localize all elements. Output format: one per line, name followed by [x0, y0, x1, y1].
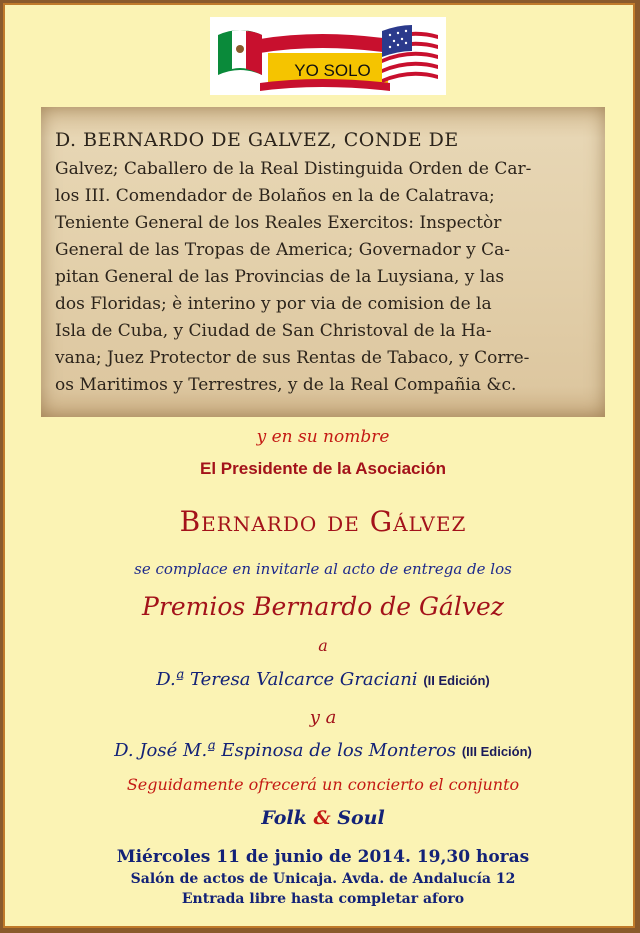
usa-flag-icon: [382, 24, 438, 83]
recipient-2-edition: (III Edición): [461, 744, 532, 759]
president-text: El Presidente de la Asociación: [200, 459, 446, 478]
concert-text: Seguidamente ofrecerá un concierto el conjunto: [126, 775, 520, 794]
event-venue: Salón de actos de Unicaja. Avda. de Andalucía 12: [130, 871, 516, 887]
band-name: [5, 807, 640, 829]
historical-document: [41, 107, 605, 417]
in-his-name-text: y en su nombre: [256, 427, 390, 447]
yo-solo-logo: [210, 17, 446, 95]
awards-title: Premios Bernardo de Gálvez: [142, 592, 504, 621]
and-to-text: y a: [309, 707, 337, 728]
recipient-1-edition: (II Edición): [423, 673, 490, 688]
document-line: Isla de Cuba, y Ciudad de San Christoval de la Ha-: [55, 321, 492, 341]
to-text: a: [318, 636, 328, 655]
mexico-flag-icon: [218, 30, 262, 75]
recipient-1-name: D.ª Teresa Valcarce Graciani: [156, 669, 418, 690]
band-name-part-1: Folk: [261, 807, 307, 829]
document-line: Teniente General de los Reales Exercitos: Inspectòr: [55, 213, 502, 233]
document-line: General de las Tropas de America; Governador y Ca-: [55, 240, 511, 260]
entry-info: Entrada libre hasta completar aforo: [181, 891, 465, 907]
association-name: Bernardo de Gálvez: [179, 505, 467, 538]
recipient-1-line: [5, 669, 640, 690]
document-line: dos Floridas; è interino y por via de comision de la: [55, 294, 492, 314]
invitation-text: se complace en invitarle al acto de entrega de los: [134, 560, 512, 578]
document-line: vana; Juez Protector de sus Rentas de Tabaco, y Corre-: [55, 348, 530, 368]
document-line: pitan General de las Provincias de la Luysiana, y las: [55, 267, 505, 287]
logo-text: YO SOLO: [294, 61, 371, 80]
document-line: D. BERNARDO DE GALVEZ, CONDE DE: [55, 129, 459, 151]
invitation-card: [3, 3, 635, 928]
document-line: os Maritimos y Terrestres, y de la Real Compañia &c.: [55, 375, 517, 395]
band-ampersand: &: [313, 807, 331, 829]
document-line: Galvez; Caballero de la Real Distinguida Orden de Car-: [55, 159, 532, 179]
document-line: los III. Comendador de Bolaños en la de Calatrava;: [55, 186, 495, 206]
recipient-2-name: D. José M.ª Espinosa de los Monteros: [114, 740, 457, 761]
recipient-2-line: [5, 740, 640, 761]
event-date: Miércoles 11 de junio de 2014. 19,30 horas: [116, 847, 530, 867]
band-name-part-2: Soul: [337, 807, 385, 829]
